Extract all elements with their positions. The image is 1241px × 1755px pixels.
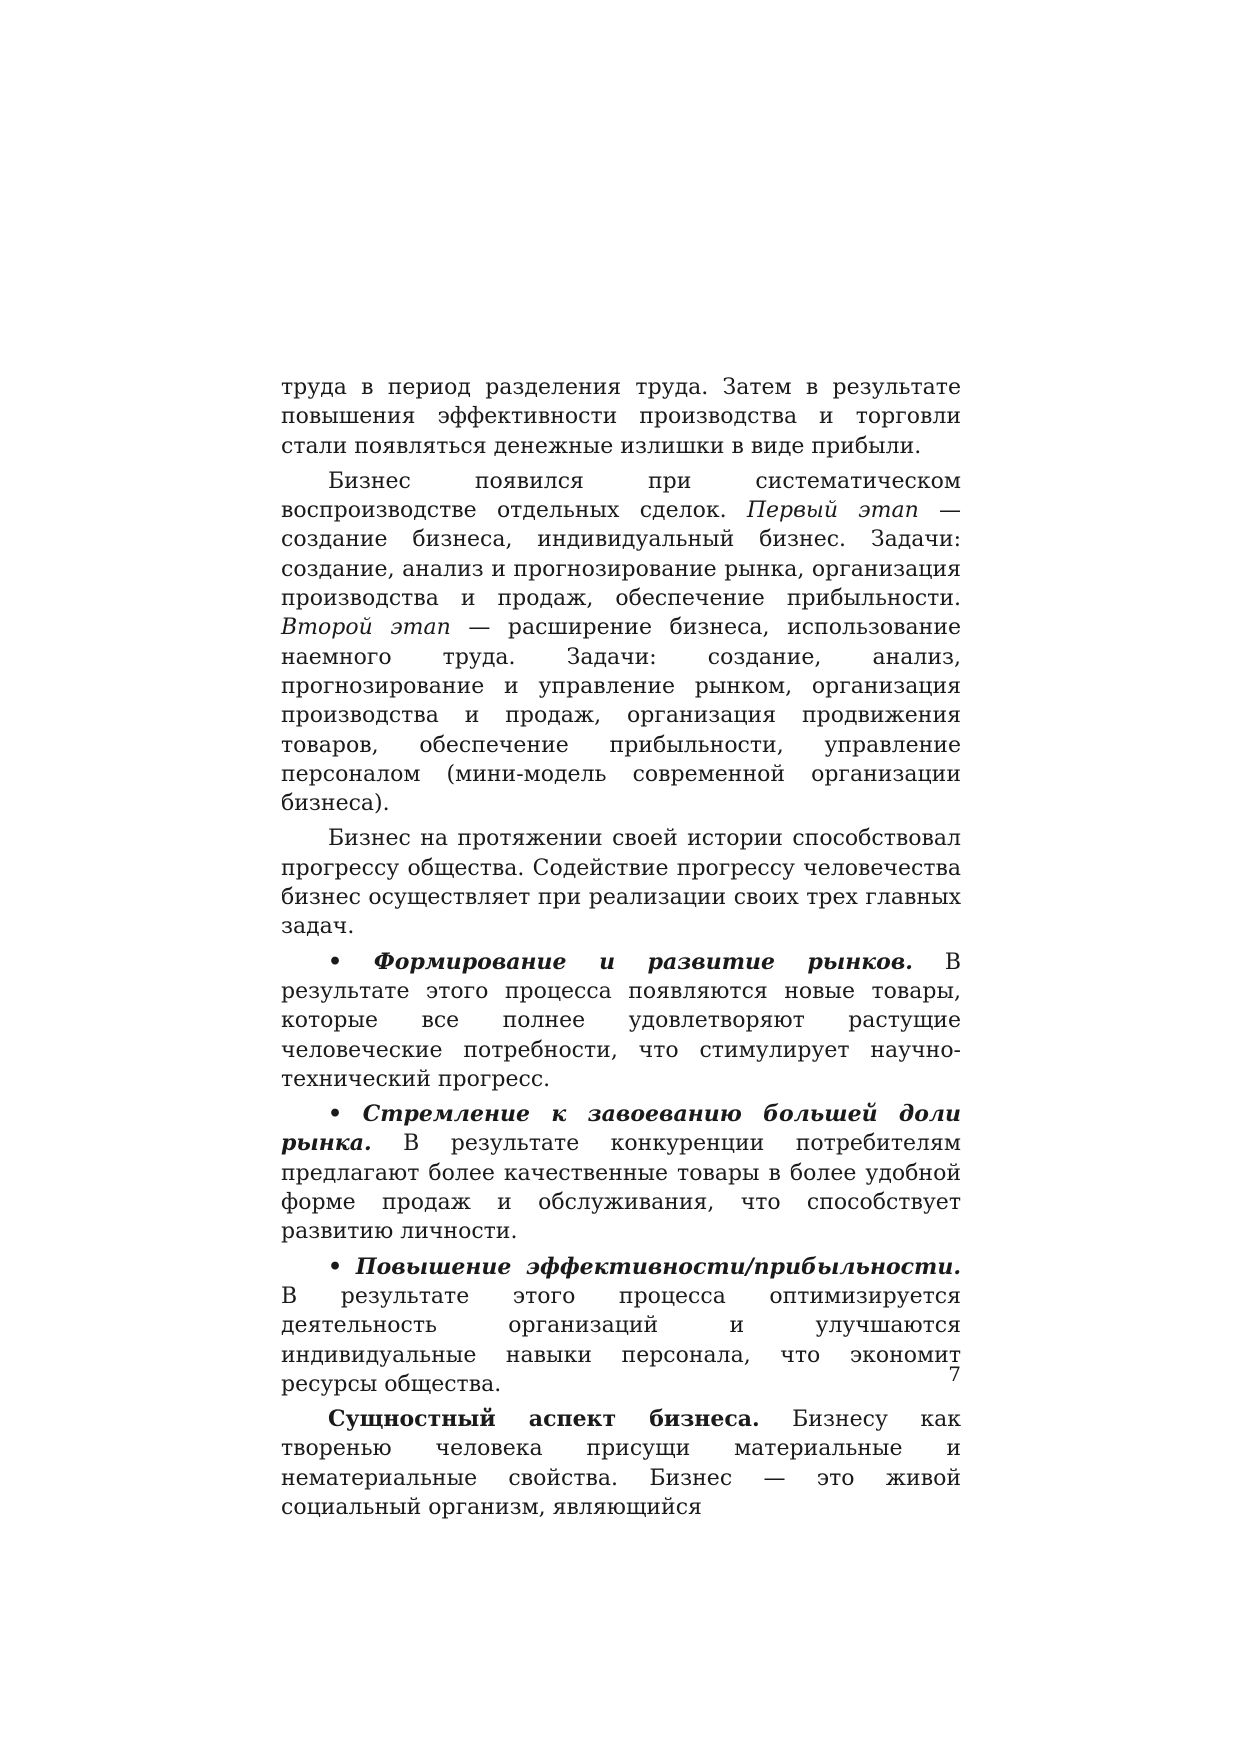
page-number: 7 bbox=[948, 1362, 961, 1386]
bullet-title: Повышение эффективности/прибыльности. bbox=[355, 1253, 961, 1280]
paragraph-text: — создание бизнеса, индивидуальный бизнес. Задачи: создание, анализ и прогнозирование рынка, организация производства и продаж, обеспечение прибыльности. bbox=[281, 498, 961, 612]
first-stage-term: Первый этап bbox=[746, 498, 919, 524]
bullet-text: В результате конкуренции потребителям предлагают более качественные товары в более удобной форме продаж и обслуживания, что способствует развитию личности. bbox=[281, 1131, 961, 1245]
bullet-icon: • bbox=[328, 1101, 343, 1128]
bullet-text: В результате этого процесса появляются новые товары, которые все полнее удовлетворяют растущие человеческие потребности, что стимулирует научно-технический прогресс. bbox=[281, 949, 961, 1092]
paragraph-text: Бизнес на протяжении своей истории способствовал прогрессу общества. Содействие прогрессу человечества бизнес осуществляет при реализации своих трех главных задач. bbox=[281, 826, 961, 940]
body-text bbox=[281, 373, 961, 1528]
bullet-item bbox=[281, 1253, 961, 1399]
paragraph-essence bbox=[281, 1405, 961, 1522]
paragraph-text: труда в период разделения труда. Затем в результате повышения эффективности производства и торговли стали появляться денежные излишки в виде прибыли. bbox=[281, 375, 961, 459]
paragraph-text: Бизнес появился при систематическом воспроизводстве отдельных сделок. bbox=[281, 468, 961, 524]
bullet-item bbox=[281, 948, 961, 1094]
second-stage-term: Второй этап bbox=[281, 615, 451, 641]
bullet-title: Формирование и развитие рынков. bbox=[373, 948, 913, 975]
bullet-title: Стремление к завоеванию большей доли рынка. bbox=[281, 1101, 962, 1157]
bullet-text: В результате этого процесса оптимизируется деятельность организаций и улучшаются индивидуальные навыки персонала, что экономит ресурсы общества. bbox=[281, 1283, 961, 1397]
paragraph-text: — расширение бизнеса, использование наемного труда. Задачи: создание, анализ, прогнозирование и управление рынком, организация производства и продаж, организация продвижения товаров, обеспечение прибыльности, управление персоналом (мини-модель современной организации бизнеса). bbox=[281, 615, 962, 817]
paragraph-text: Бизнесу как творенью человека присущи материальные и нематериальные свойства. Бизнес — это живой социальный организм, являющийся bbox=[281, 1407, 961, 1520]
bullet-item bbox=[281, 1100, 961, 1246]
paragraph-progress bbox=[281, 824, 961, 941]
paragraph-business-stages bbox=[281, 467, 961, 819]
bullet-icon: • bbox=[328, 1253, 343, 1280]
section-heading-inline: Сущностный аспект бизнеса. bbox=[328, 1406, 760, 1433]
paragraph-continuation bbox=[281, 373, 961, 461]
bullet-icon: • bbox=[328, 948, 343, 975]
